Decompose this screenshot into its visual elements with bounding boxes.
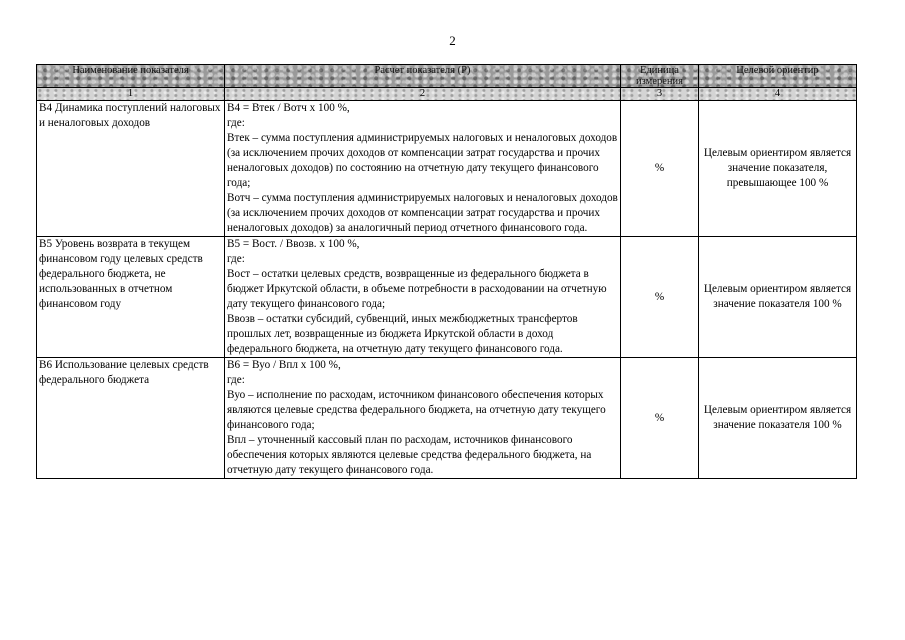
formula-line: Втек – сумма поступления администрируемых налоговых и неналоговых доходов (за исключением прочих доходов от компенсации затрат государства и прочих неналоговых доходов) по состоянию на отчетную дату текущего финансового года; xyxy=(227,132,618,189)
indicator-formula xyxy=(225,101,621,237)
indicator-unit: % xyxy=(621,358,699,479)
formula-line: В6 = Вуо / Впл х 100 %, xyxy=(227,359,341,371)
indicator-target: Целевым ориентиром является значение показателя, превышающее 100 % xyxy=(699,101,857,237)
indicator-unit: % xyxy=(621,101,699,237)
formula-line: Вост – остатки целевых средств, возвращенные из федерального бюджета в бюджет Иркутской области, в объеме потребности в расходовании на отчетную дату текущего финансового года; xyxy=(227,268,607,310)
page-number: 2 xyxy=(449,33,456,48)
column-number: 4 xyxy=(699,88,857,101)
column-number-row xyxy=(37,88,857,101)
formula-line: Вуо – исполнение по расходам, источником финансового обеспечения которых являются целевые средства федерального бюджета, на отчетную дату текущего финансового года; xyxy=(227,389,606,431)
formula-line: где: xyxy=(227,374,245,386)
indicator-name: В4 Динамика поступлений налоговых и неналоговых доходов xyxy=(37,101,225,237)
indicators-table xyxy=(36,64,857,479)
header-unit: Единица измерения xyxy=(621,65,699,88)
header-target: Целевой ориентир xyxy=(699,65,857,88)
indicator-target: Целевым ориентиром является значение показателя 100 % xyxy=(699,237,857,358)
indicator-unit: % xyxy=(621,237,699,358)
column-number: 2 xyxy=(225,88,621,101)
formula-line: где: xyxy=(227,117,245,129)
column-number: 3 xyxy=(621,88,699,101)
column-number: 1 xyxy=(37,88,225,101)
indicator-formula xyxy=(225,237,621,358)
table-header-row xyxy=(37,65,857,88)
formula-line: где: xyxy=(227,253,245,265)
header-formula: Расчет показателя (Р) xyxy=(225,65,621,88)
header-name: Наименование показателя xyxy=(37,65,225,88)
formula-line: В4 = Втек / Вотч х 100 %, xyxy=(227,102,350,114)
indicator-target: Целевым ориентиром является значение показателя 100 % xyxy=(699,358,857,479)
formula-line: Вотч – сумма поступления администрируемых налоговых и неналоговых доходов (за исключением прочих доходов от компенсации затрат государства и прочих неналоговых доходов) за аналогичный период отчетного финансового года. xyxy=(227,192,618,234)
indicator-name: В6 Использование целевых средств федерального бюджета xyxy=(37,358,225,479)
indicator-name: В5 Уровень возврата в текущем финансовом году целевых средств федерального бюджета, не использованных в отчетном финансовом году xyxy=(37,237,225,358)
table-row xyxy=(37,358,857,479)
table-row xyxy=(37,101,857,237)
indicator-formula xyxy=(225,358,621,479)
formula-line: Впл – уточненный кассовый план по расходам, источников финансового обеспечения которых являются целевые средства федерального бюджета, на отчетную дату текущего финансового года. xyxy=(227,434,592,476)
formula-line: В5 = Вост. / Ввозв. х 100 %, xyxy=(227,238,360,250)
formula-line: Ввозв – остатки субсидий, субвенций, иных межбюджетных трансфертов прошлых лет, возвращенные из бюджета Иркутской области в доход федерального бюджета, на отчетную дату текущего финансового года. xyxy=(227,313,578,355)
table-row xyxy=(37,237,857,358)
